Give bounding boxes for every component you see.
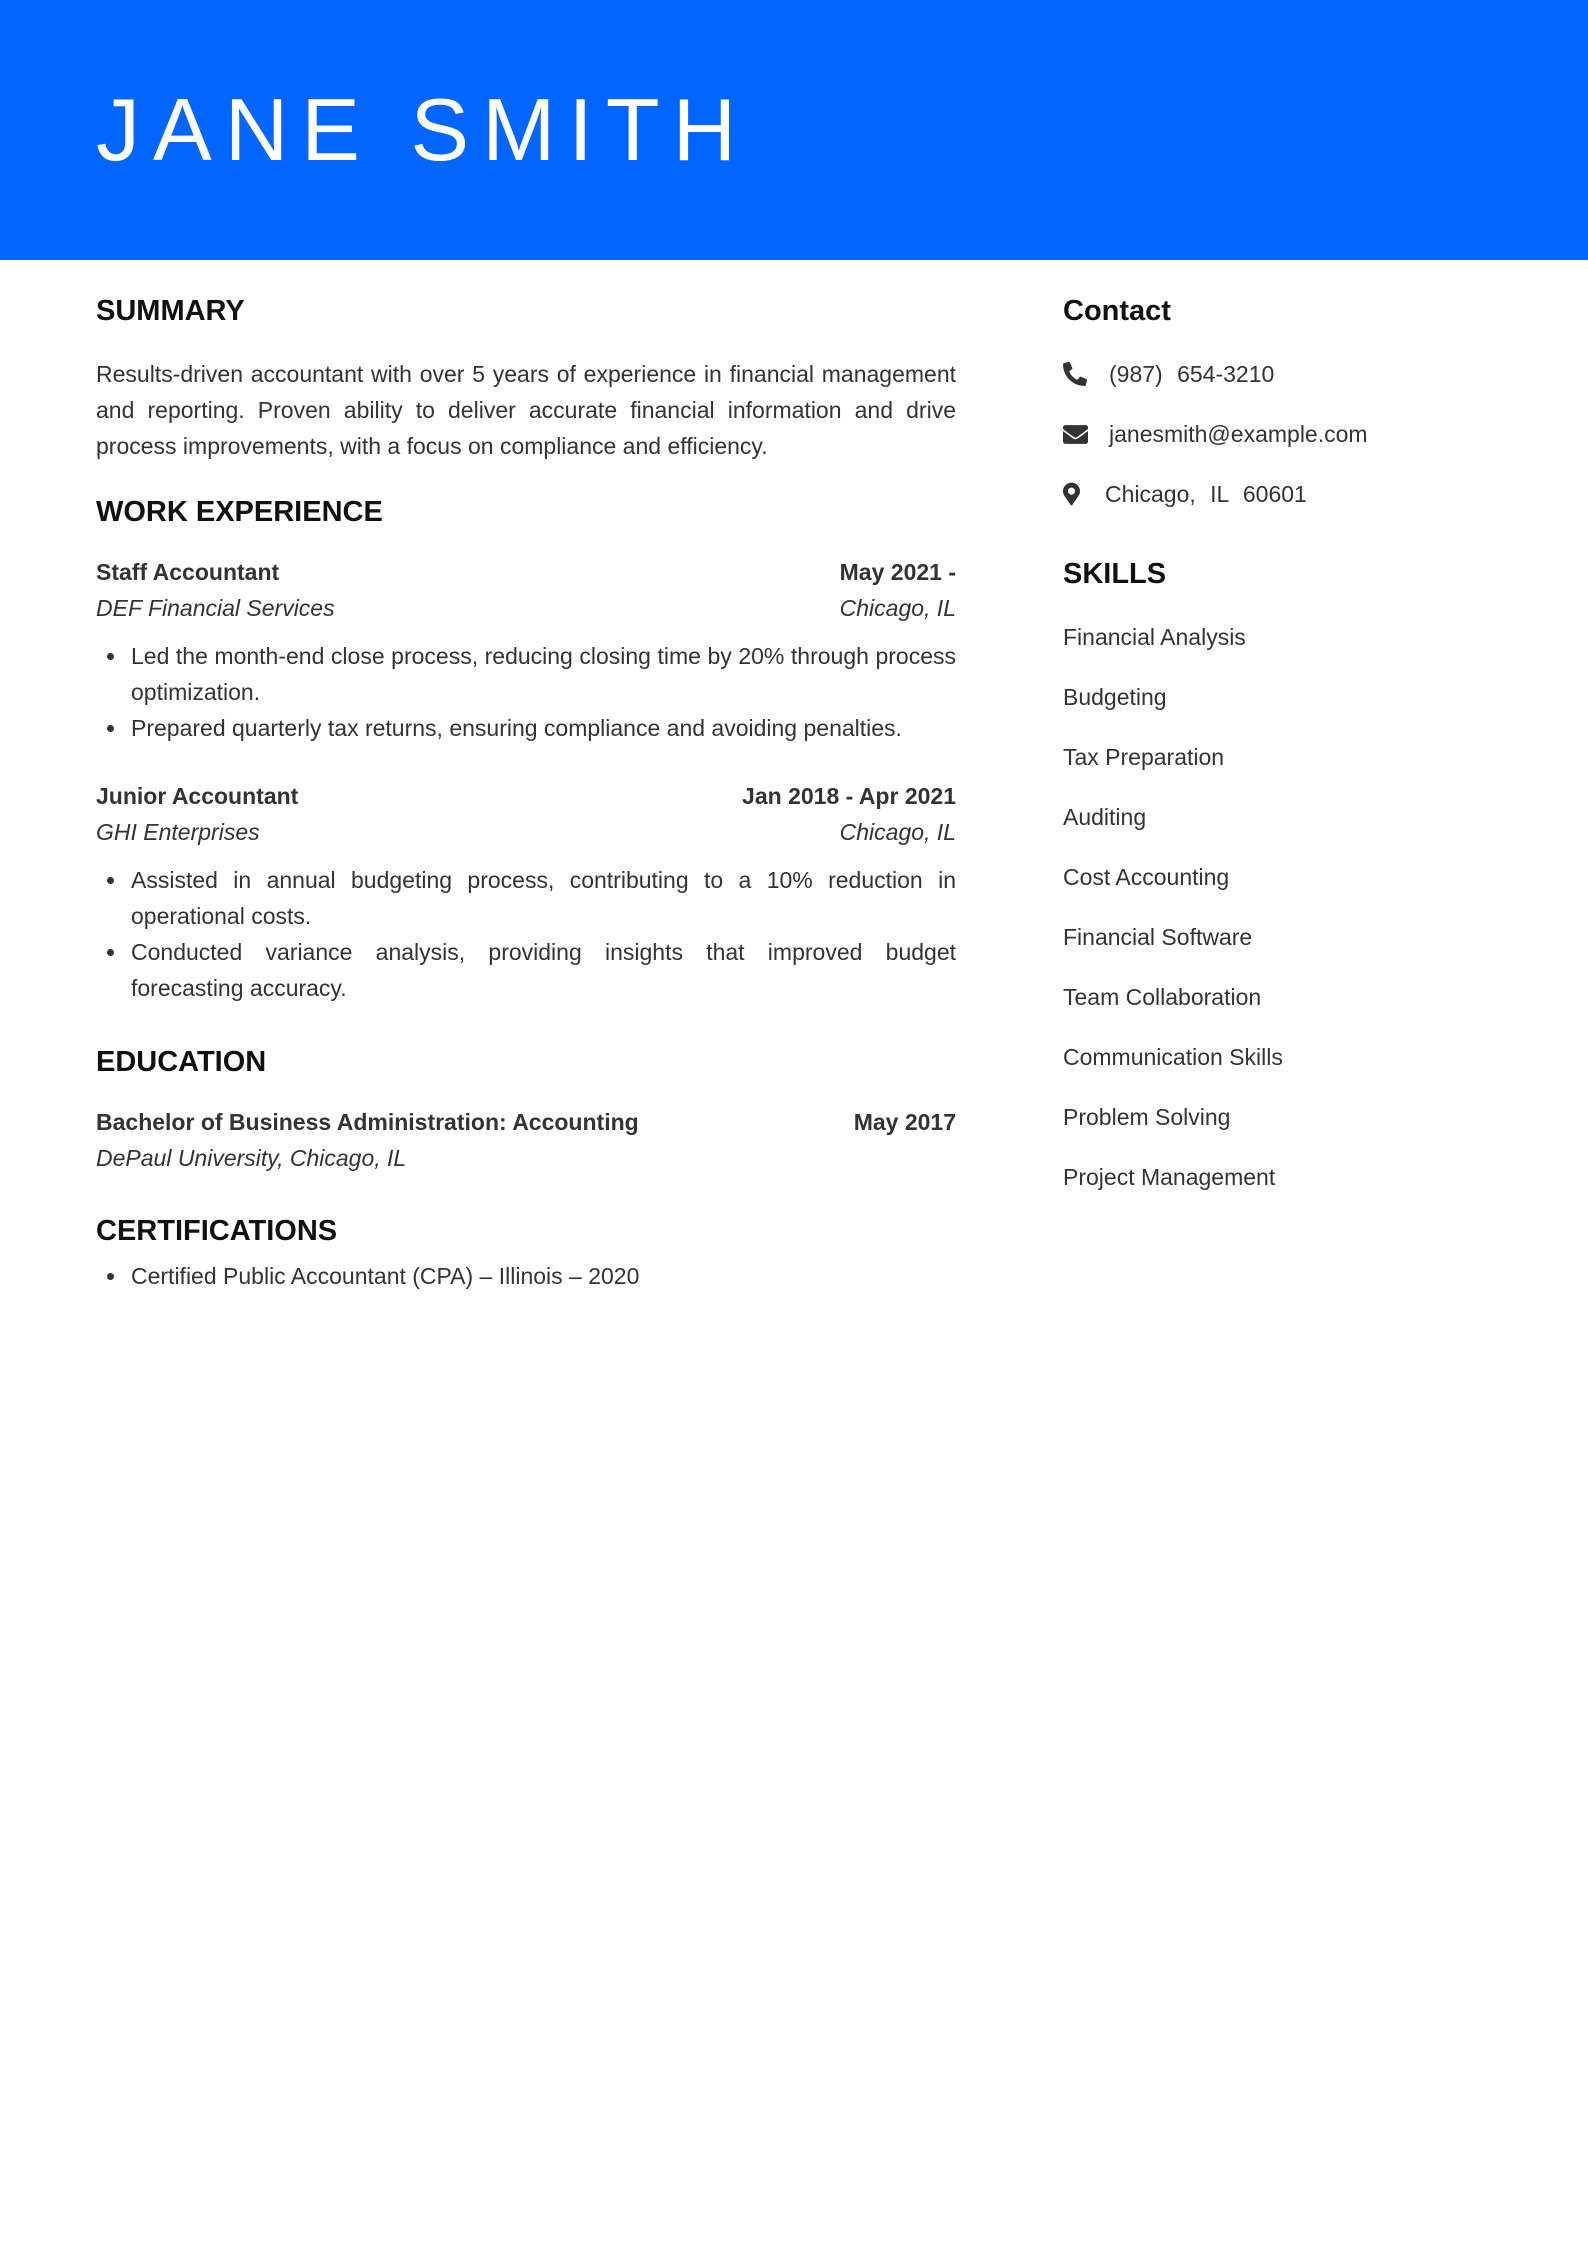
job-location: Chicago, IL: [839, 819, 956, 845]
job-company: GHI Enterprises: [96, 819, 260, 845]
candidate-name: JANE SMITH: [96, 80, 750, 179]
contact-heading: Contact: [1063, 295, 1171, 327]
map-pin-icon: [1063, 476, 1105, 512]
job-role: Junior Accountant: [96, 783, 299, 809]
certification-item: Certified Public Accountant (CPA) – Illinois – 2020: [96, 1258, 956, 1294]
job-entry: [96, 778, 956, 1006]
job-dates: May 2021 -: [839, 559, 956, 585]
skill-item: Financial Analysis: [1063, 624, 1246, 650]
skill-item: Auditing: [1063, 804, 1147, 830]
job-role: Staff Accountant: [96, 559, 280, 585]
graduation-date: May 2017: [853, 1109, 956, 1135]
certification-list: [96, 1258, 956, 1294]
skill-item: Budgeting: [1063, 684, 1167, 710]
sidebar-column: [1063, 296, 1503, 1219]
bullet-item: Assisted in annual budgeting process, contributing to a 10% reduction in operational costs.: [96, 862, 956, 934]
contact-phone: [1063, 356, 1503, 392]
contact-location: [1063, 476, 1503, 512]
phone-number[interactable]: (987) 654-3210: [1109, 360, 1275, 387]
skill-item: Team Collaboration: [1063, 984, 1262, 1010]
job-dates: Jan 2018 - Apr 2021: [742, 783, 956, 809]
degree: Bachelor of Business Administration: Accounting: [96, 1109, 639, 1135]
summary-text: Results-driven accountant with over 5 years of experience in financial management and reporting. Proven ability to deliver accurate financial information and drive process improvements, with a focus on compliance and efficiency.: [96, 361, 956, 459]
skill-list: [1063, 619, 1503, 1195]
contact-list: [1063, 356, 1503, 512]
bullet-item: Prepared quarterly tax returns, ensuring compliance and avoiding penalties.: [96, 710, 956, 746]
location-text: Chicago, IL 60601: [1105, 480, 1307, 507]
summary-section: [96, 296, 956, 464]
skill-item: Problem Solving: [1063, 1104, 1231, 1130]
education-heading: EDUCATION: [96, 1046, 267, 1078]
skill-item: Communication Skills: [1063, 1044, 1283, 1070]
job-bullets: [96, 862, 956, 1006]
certifications-section: [96, 1216, 956, 1294]
work-experience-section: [96, 497, 956, 1006]
skill-item: Cost Accounting: [1063, 864, 1230, 890]
school: DePaul University, Chicago, IL: [96, 1145, 407, 1171]
certifications-heading: CERTIFICATIONS: [96, 1215, 338, 1247]
job-bullets: [96, 638, 956, 746]
skill-item: Tax Preparation: [1063, 744, 1225, 770]
contact-email: [1063, 416, 1503, 452]
education-section: [96, 1047, 956, 1176]
skill-item: Project Management: [1063, 1164, 1276, 1190]
header-banner: [0, 0, 1588, 260]
bullet-item: Conducted variance analysis, providing insights that improved budget forecasting accuracy.: [96, 934, 956, 1006]
phone-icon: [1063, 356, 1109, 392]
skill-item: Financial Software: [1063, 924, 1253, 950]
bullet-item: Led the month-end close process, reducing closing time by 20% through process optimization.: [96, 638, 956, 710]
email-address[interactable]: janesmith@example.com: [1109, 420, 1368, 447]
main-column: [96, 296, 956, 1294]
skills-heading: SKILLS: [1063, 558, 1167, 590]
education-entry: [96, 1104, 956, 1176]
envelope-icon: [1063, 416, 1109, 452]
work-experience-heading: WORK EXPERIENCE: [96, 496, 383, 528]
job-entry: [96, 554, 956, 746]
job-location: Chicago, IL: [839, 595, 956, 621]
summary-heading: SUMMARY: [96, 295, 245, 327]
job-company: DEF Financial Services: [96, 595, 335, 621]
